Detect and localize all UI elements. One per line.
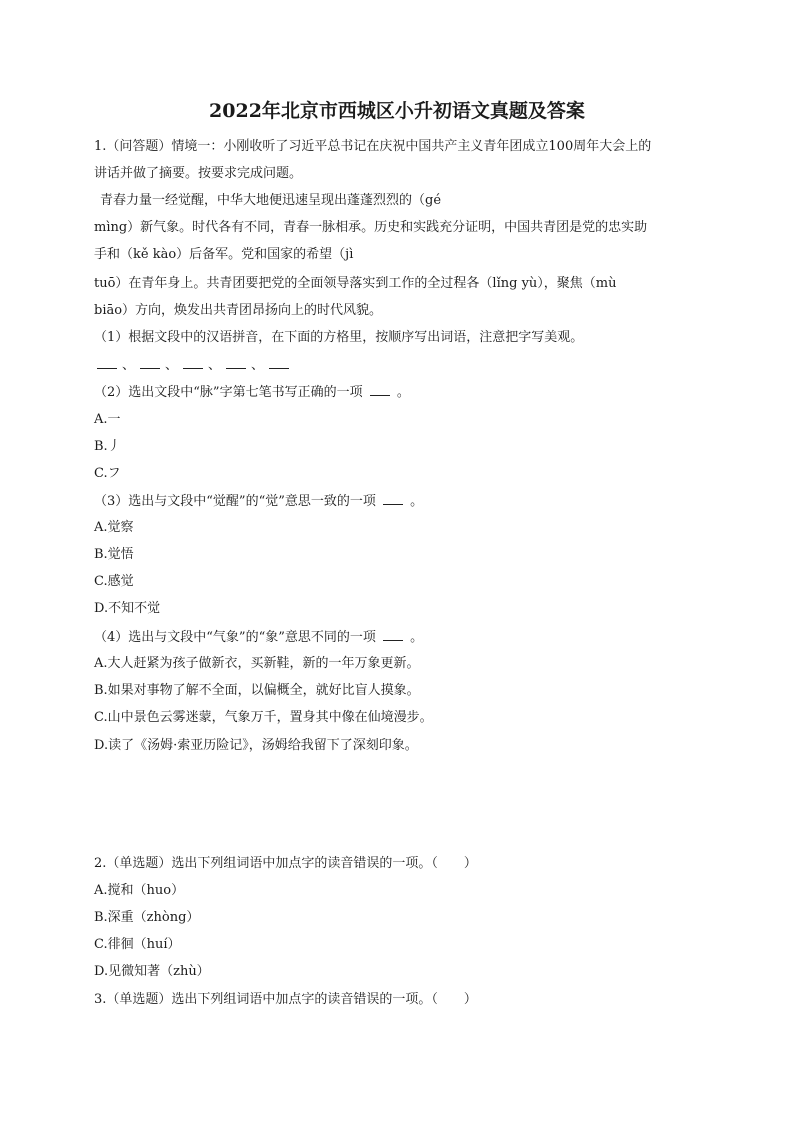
q1-passage-line1: 青春力量一经觉醒，中华大地便迅速呈现出蓬蓬烈烈的（gé (100, 193, 442, 208)
q1-sub3-option-c: C.感觉 (94, 574, 134, 589)
q1-sub3-question (94, 493, 423, 510)
q2-option-c: C.徘徊（huí） (94, 937, 181, 952)
q1-sub2-option-c: C.フ (94, 466, 121, 481)
q1-sub3-text: （3）选出与文段中“觉醒”的“觉”意思一致的一项 (94, 494, 376, 509)
q1-sub2-question (94, 384, 410, 401)
q2-option-b: B.深重（zhòng） (94, 910, 200, 925)
q1-sub2-text: （2）选出文段中“脉”字第七笔书写正确的一项 (94, 385, 363, 400)
period: 。 (396, 385, 410, 400)
q1-sub3-option-d: D.不知不觉 (94, 601, 161, 616)
q1-sub1-answer-blanks (94, 357, 292, 374)
blank-separator: 、 (251, 358, 265, 373)
q1-passage-line2: mìng）新气象。时代各有不同，青春一脉相承。历史和实践充分证明，中国共青团是党的忠实助 (94, 220, 648, 235)
q2-option-a: A.搅和（huo） (94, 883, 185, 898)
answer-blank-4[interactable] (226, 357, 246, 369)
q1-sub4-option-b: B.如果对事物了解不全面，以偏概全，就好比盲人摸象。 (94, 683, 420, 698)
q1-sub1-question: （1）根据文段中的汉语拼音，在下面的方格里，按顺序写出词语，注意把字写美观。 (94, 330, 584, 345)
sub4-answer-blank[interactable] (383, 629, 403, 641)
q1-sub3-option-a: A.觉察 (94, 520, 134, 535)
q1-sub4-text: （4）选出与文段中“气象”的“象”意思不同的一项 (94, 630, 376, 645)
q1-passage-line3: 手和（kě kào）后备军。党和国家的希望（jì (94, 247, 354, 262)
blank-separator: 、 (165, 358, 179, 373)
blank-separator: 、 (208, 358, 222, 373)
q1-sub4-option-c: C.山中景色云雾迷蒙，气象万千，置身其中像在仙境漫步。 (94, 710, 433, 725)
q1-passage-line4: tuō）在青年身上。共青团要把党的全面领导落实到工作的全过程各（lǐng yù），聚焦（mù (94, 276, 617, 291)
q2-stem: 2.（单选题）选出下列组词语中加点字的读音错误的一项。（ ） (94, 856, 477, 871)
q1-sub3-option-b: B.觉悟 (94, 547, 134, 562)
period: 。 (410, 494, 424, 509)
q1-sub4-option-a: A.大人赶紧为孩子做新衣，买新鞋，新的一年万象更新。 (94, 656, 420, 671)
answer-blank-5[interactable] (269, 357, 289, 369)
q1-passage-line5: biāo）方向，焕发出共青团昂扬向上的时代风貌。 (94, 303, 383, 318)
answer-blank-2[interactable] (140, 357, 160, 369)
q2-option-d: D.见微知著（zhù） (94, 964, 210, 979)
sub2-answer-blank[interactable] (370, 384, 390, 396)
page-title: 2022年北京市西城区小升初语文真题及答案 (209, 100, 585, 122)
q1-sub4-option-d: D.读了《汤姆·索亚历险记》，汤姆给我留下了深刻印象。 (94, 738, 418, 753)
answer-blank-3[interactable] (183, 357, 203, 369)
blank-separator: 、 (122, 358, 136, 373)
q1-sub2-option-b: B.丿 (94, 439, 121, 454)
q1-intro-line1: 1.（问答题）情境一：小刚收听了习近平总书记在庆祝中国共产主义青年团成立100周年大会上的 (94, 139, 652, 154)
q3-stem: 3.（单选题）选出下列组词语中加点字的读音错误的一项。（ ） (94, 992, 477, 1007)
period: 。 (410, 630, 424, 645)
q1-sub4-question (94, 629, 423, 646)
q1-sub2-option-a: A.一 (94, 412, 121, 427)
q1-intro-line2: 讲话并做了摘要。按要求完成问题。 (94, 166, 303, 181)
answer-blank-1[interactable] (97, 357, 117, 369)
sub3-answer-blank[interactable] (383, 493, 403, 505)
